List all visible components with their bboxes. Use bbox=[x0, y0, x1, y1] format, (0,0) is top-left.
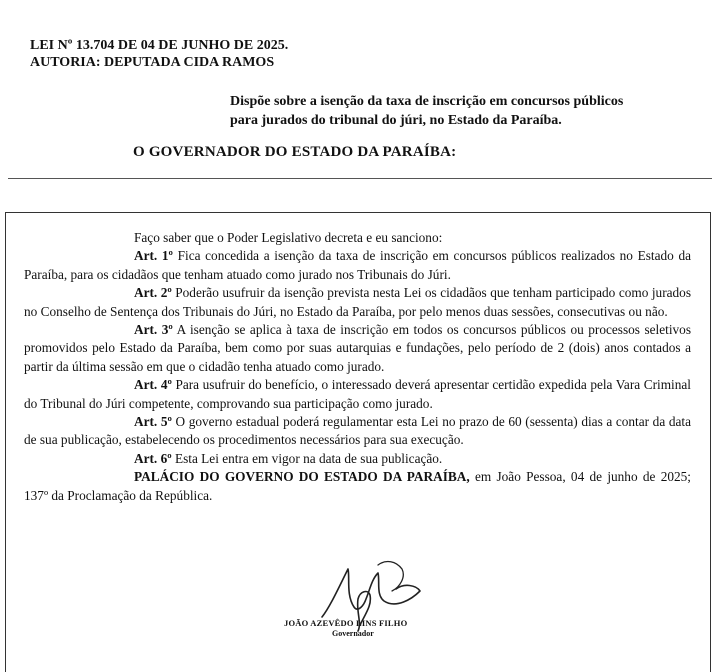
signer-title: Governador bbox=[332, 629, 374, 638]
governor-heading: O GOVERNADOR DO ESTADO DA PARAÍBA: bbox=[133, 144, 457, 160]
closing-paragraph bbox=[24, 468, 691, 505]
article-number: Art. 3º bbox=[134, 322, 173, 338]
law-title: LEI Nº 13.704 DE 04 DE JUNHO DE 2025. bbox=[30, 38, 289, 53]
signer-name: JOÃO AZEVÊDO LINS FILHO bbox=[284, 618, 408, 628]
authorship-line: AUTORIA: DEPUTADA CIDA RAMOS bbox=[30, 55, 275, 70]
article-6 bbox=[24, 450, 691, 468]
signature-block bbox=[270, 555, 470, 661]
article-number: Art. 1º bbox=[134, 248, 173, 264]
law-header bbox=[0, 0, 716, 180]
header-divider bbox=[8, 178, 712, 179]
palace-heading: PALÁCIO DO GOVERNO DO ESTADO DA PARAÍBA, bbox=[134, 469, 470, 485]
intro-paragraph: Faço saber que o Poder Legislativo decreta e eu sanciono: bbox=[134, 230, 443, 245]
ementa-line-1: Dispõe sobre a isenção da taxa de inscrição em concursos públicos bbox=[230, 94, 624, 109]
article-number: Art. 4º bbox=[134, 377, 172, 393]
article-number: Art. 5º bbox=[134, 414, 172, 430]
article-text: O governo estadual poderá regulamentar esta Lei no prazo de 60 (sessenta) dias a contar da data de sua publicação, estabelecendo os procedimentos necessários para sua execução. bbox=[24, 414, 691, 448]
article-number: Art. 6º bbox=[134, 450, 172, 466]
article-text: Esta Lei entra em vigor na data de sua publicação. bbox=[171, 450, 443, 466]
article-4 bbox=[24, 376, 691, 413]
article-text: Para usufruir do benefício, o interessado deverá apresentar certidão expedida pela Vara Criminal do Tribunal do Júri competente, comprovando sua participação como jurado. bbox=[24, 377, 691, 411]
article-1 bbox=[24, 247, 691, 284]
law-text bbox=[24, 229, 691, 505]
ementa-line-2: para jurados do tribunal do júri, no Estado da Paraíba. bbox=[230, 113, 562, 128]
closing-text: em João Pessoa, 04 de junho de 2025; 137º da Proclamação da República. bbox=[24, 469, 691, 503]
article-2 bbox=[24, 284, 691, 321]
article-text: Poderão usufruir da isenção prevista nesta Lei os cidadãos que tenham participado como jurados no Conselho de Sentença dos Tribunais do Júri, no Estado da Paraíba, por pelo menos duas sessões, consecutivas ou não. bbox=[24, 285, 691, 319]
article-number: Art. 2º bbox=[134, 285, 172, 301]
ementa bbox=[230, 92, 670, 130]
article-3 bbox=[24, 321, 691, 376]
article-text: A isenção se aplica à taxa de inscrição em todos os concursos públicos ou processos seletivos promovidos pelo Estado da Paraíba, bem como por suas autarquias e fundações, pelo período de 2 (dois) anos contados a partir da última sessão em que o cidadão tenha atuado como jurado. bbox=[24, 322, 692, 374]
article-5 bbox=[24, 413, 691, 450]
article-text: Fica concedida a isenção da taxa de inscrição em concursos públicos realizados no Estado da Paraíba, para os cidadãos que tenham atuado como jurado nos Tribunais do Júri. bbox=[24, 248, 691, 282]
